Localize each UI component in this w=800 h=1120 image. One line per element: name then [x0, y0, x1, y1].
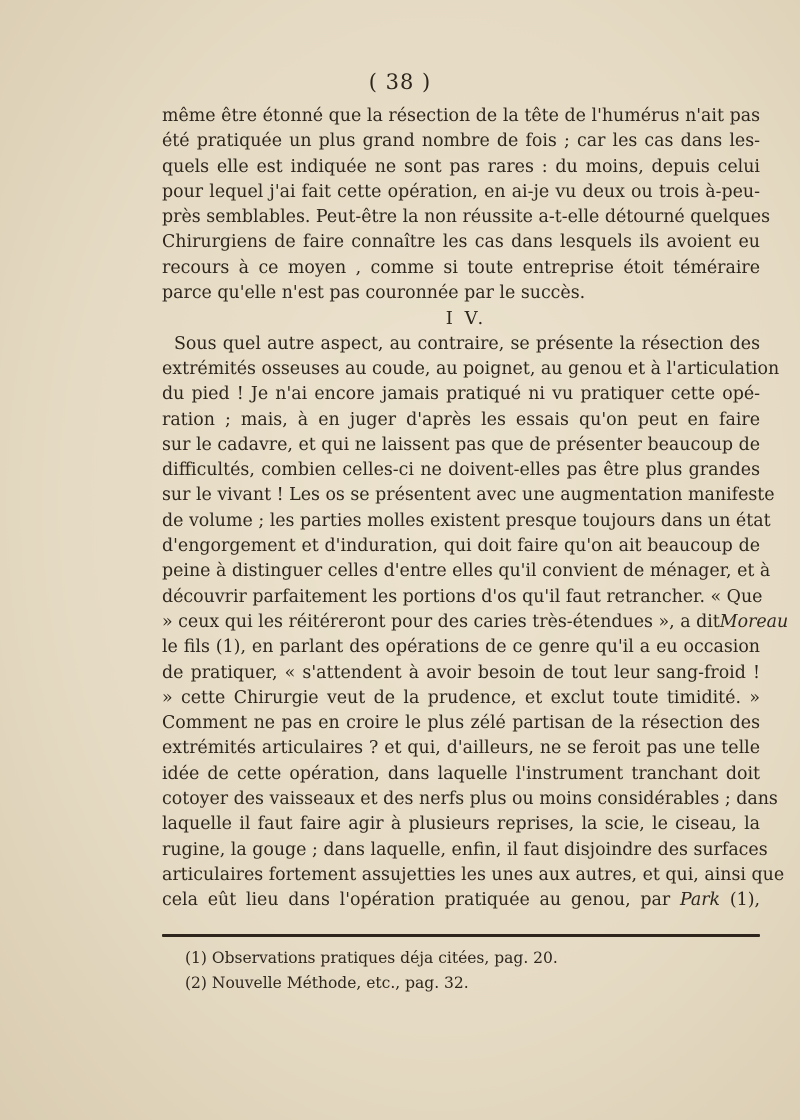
text-line: quels elle est indiquée ne sont pas rares : du moins, depuis celui	[162, 156, 760, 177]
footnote-rule	[162, 934, 760, 937]
text-line: le fils (1), en parlant des opérations de ce genre qu'il a eu occasion	[162, 637, 760, 658]
text-line: de pratiquer, « s'attendent à avoir besoin de tout leur sang-froid !	[162, 662, 760, 683]
text-line: Chirurgiens de faire connaître les cas dans lesquels ils avoient eu	[162, 232, 760, 253]
text-line: rugine, la gouge ; dans laquelle, enfin, il faut disjoindre des surfaces	[162, 839, 768, 860]
text-line: extrémités articulaires ? et qui, d'ailleurs, ne se feroit pas une telle	[162, 738, 760, 759]
text-line: » cette Chirurgie veut de la prudence, et exclut toute timidité. »	[162, 687, 760, 708]
text-line: ration ; mais, à en juger d'après les essais qu'on peut en faire	[162, 409, 760, 430]
page-number: ( 38 )	[368, 70, 432, 94]
text-line: sur le cadavre, et qui ne laissent pas que de présenter beaucoup de	[162, 434, 760, 455]
footnote-1: (1) Observations pratiques déja citées, pag. 20.	[185, 949, 558, 967]
text-line: peine à distinguer celles d'entre elles qu'il convient de ménager, et à	[162, 561, 771, 582]
author-name-moreau: Moreau	[719, 611, 789, 632]
text-line: été pratiquée un plus grand nombre de fois ; car les cas dans les-	[162, 131, 760, 152]
text-fragment: (1),	[729, 890, 761, 911]
text-line: Sous quel autre aspect, au contraire, se présente la résection des	[174, 333, 760, 354]
text-line: du pied ! Je n'ai encore jamais pratiqué ni vu pratiquer cette opé-	[162, 384, 760, 405]
section-heading: I V.	[445, 308, 487, 330]
text-line: Comment ne pas en croire le plus zélé partisan de la résection des	[162, 713, 760, 734]
text-line: sur le vivant ! Les os se présentent avec une augmentation manifeste	[162, 485, 775, 506]
text-line: près semblables. Peut-être la non réussite a-t-elle détourné quelques	[162, 207, 770, 228]
text-fragment: » ceux qui les réitéreront pour des caries très-étendues », a dit	[162, 611, 720, 632]
text-line: articulaires fortement assujetties les unes aux autres, et qui, ainsi que	[162, 864, 785, 885]
text-line	[162, 610, 789, 635]
text-line: d'engorgement et d'induration, qui doit faire qu'on ait beaucoup de	[162, 536, 760, 557]
text-line: parce qu'elle n'est pas couronnée par le succès.	[162, 283, 586, 304]
text-line: cotoyer des vaisseaux et des nerfs plus ou moins considérables ; dans	[162, 789, 778, 810]
text-line: de volume ; les parties molles existent presque toujours dans un état	[162, 510, 771, 531]
text-line: recours à ce moyen , comme si toute entreprise étoit téméraire	[162, 257, 760, 278]
footnote-2: (2) Nouvelle Méthode, etc., pag. 32.	[185, 974, 469, 992]
author-name-park: Park	[679, 890, 721, 911]
text-line	[162, 888, 760, 913]
text-line: découvrir parfaitement les portions d'os qu'il faut retrancher. « Que	[162, 586, 763, 607]
text-line: laquelle il faut faire agir à plusieurs reprises, la scie, le ciseau, la	[162, 814, 760, 835]
text-fragment: cela eût lieu dans l'opération pratiquée au genou, par	[162, 890, 671, 911]
text-line: extrémités osseuses au coude, au poignet, au genou et à l'articulation	[162, 358, 780, 379]
text-line: même être étonné que la résection de la tête de l'humérus n'ait pas	[162, 106, 760, 126]
body-text	[162, 104, 789, 914]
text-line: idée de cette opération, dans laquelle l'instrument tranchant doit	[162, 763, 760, 784]
footnotes	[185, 946, 745, 996]
text-line: pour lequel j'ai fait cette opération, en ai-je vu deux ou trois à-peu-	[162, 181, 760, 202]
text-line: difficultés, combien celles-ci ne doivent-elles pas être plus grandes	[162, 460, 760, 481]
